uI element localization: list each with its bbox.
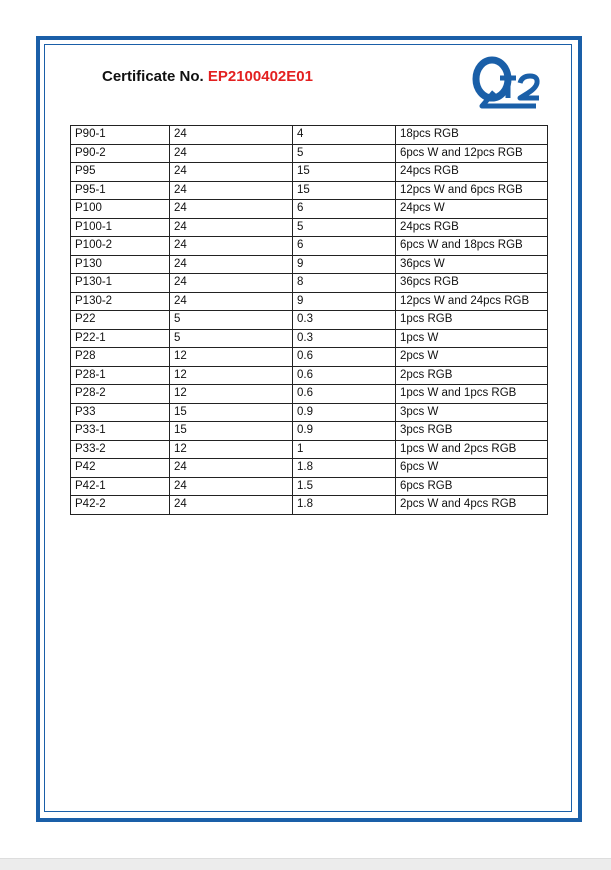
led-config-cell: 24pcs RGB <box>396 163 548 182</box>
table-row <box>71 329 548 348</box>
led-config-cell: 24pcs W <box>396 200 548 219</box>
voltage-cell: 24 <box>170 237 293 256</box>
voltage-cell: 24 <box>170 477 293 496</box>
power-cell: 6 <box>293 237 396 256</box>
power-cell: 8 <box>293 274 396 293</box>
power-cell: 5 <box>293 218 396 237</box>
led-config-cell: 12pcs W and 24pcs RGB <box>396 292 548 311</box>
model-cell: P100-1 <box>71 218 170 237</box>
table-row <box>71 477 548 496</box>
model-cell: P28-2 <box>71 385 170 404</box>
table-row <box>71 181 548 200</box>
voltage-cell: 24 <box>170 292 293 311</box>
led-config-cell: 1pcs W and 1pcs RGB <box>396 385 548 404</box>
power-cell: 9 <box>293 292 396 311</box>
table-row <box>71 385 548 404</box>
led-config-cell: 6pcs W <box>396 459 548 478</box>
power-cell: 15 <box>293 181 396 200</box>
qt2-logo <box>470 52 552 110</box>
power-cell: 1.8 <box>293 459 396 478</box>
model-cell: P42-2 <box>71 496 170 515</box>
led-config-cell: 36pcs W <box>396 255 548 274</box>
led-config-cell: 1pcs W and 2pcs RGB <box>396 440 548 459</box>
model-cell: P33-2 <box>71 440 170 459</box>
power-cell: 15 <box>293 163 396 182</box>
page-bottom-edge <box>0 858 611 870</box>
voltage-cell: 15 <box>170 422 293 441</box>
voltage-cell: 24 <box>170 163 293 182</box>
led-config-cell: 3pcs RGB <box>396 422 548 441</box>
model-cell: P100-2 <box>71 237 170 256</box>
voltage-cell: 24 <box>170 126 293 145</box>
voltage-cell: 24 <box>170 459 293 478</box>
model-cell: P28 <box>71 348 170 367</box>
model-cell: P22-1 <box>71 329 170 348</box>
power-cell: 4 <box>293 126 396 145</box>
table-row <box>71 163 548 182</box>
table-row <box>71 422 548 441</box>
model-cell: P95-1 <box>71 181 170 200</box>
table-row <box>71 440 548 459</box>
power-cell: 0.3 <box>293 329 396 348</box>
model-cell: P42 <box>71 459 170 478</box>
power-cell: 1.5 <box>293 477 396 496</box>
led-config-cell: 6pcs RGB <box>396 477 548 496</box>
table-row <box>71 496 548 515</box>
model-cell: P33-1 <box>71 422 170 441</box>
model-cell: P90-1 <box>71 126 170 145</box>
power-cell: 0.9 <box>293 403 396 422</box>
voltage-cell: 24 <box>170 144 293 163</box>
model-cell: P130 <box>71 255 170 274</box>
led-config-cell: 1pcs RGB <box>396 311 548 330</box>
table-row <box>71 218 548 237</box>
voltage-cell: 24 <box>170 200 293 219</box>
led-config-cell: 3pcs W <box>396 403 548 422</box>
voltage-cell: 24 <box>170 496 293 515</box>
model-cell: P28-1 <box>71 366 170 385</box>
led-config-cell: 1pcs W <box>396 329 548 348</box>
table-row <box>71 459 548 478</box>
power-cell: 9 <box>293 255 396 274</box>
power-cell: 5 <box>293 144 396 163</box>
voltage-cell: 24 <box>170 218 293 237</box>
voltage-cell: 24 <box>170 181 293 200</box>
certificate-label: Certificate No. <box>102 68 208 85</box>
certificate-number: EP2100402E01 <box>207 68 313 85</box>
voltage-cell: 24 <box>170 255 293 274</box>
led-config-cell: 2pcs RGB <box>396 366 548 385</box>
voltage-cell: 12 <box>170 366 293 385</box>
voltage-cell: 12 <box>170 348 293 367</box>
led-config-cell: 2pcs W and 4pcs RGB <box>396 496 548 515</box>
power-cell: 1 <box>293 440 396 459</box>
table-row <box>71 144 548 163</box>
led-config-cell: 36pcs RGB <box>396 274 548 293</box>
table-row <box>71 403 548 422</box>
table-row <box>71 126 548 145</box>
power-cell: 1.8 <box>293 496 396 515</box>
qt2-logo-icon <box>470 52 552 110</box>
table-row <box>71 255 548 274</box>
led-config-cell: 24pcs RGB <box>396 218 548 237</box>
voltage-cell: 5 <box>170 329 293 348</box>
model-cell: P22 <box>71 311 170 330</box>
model-cell: P95 <box>71 163 170 182</box>
led-config-cell: 18pcs RGB <box>396 126 548 145</box>
table-row <box>71 292 548 311</box>
power-cell: 0.9 <box>293 422 396 441</box>
model-cell: P100 <box>71 200 170 219</box>
table-row <box>71 237 548 256</box>
led-config-cell: 2pcs W <box>396 348 548 367</box>
model-cell: P33 <box>71 403 170 422</box>
power-cell: 6 <box>293 200 396 219</box>
voltage-cell: 5 <box>170 311 293 330</box>
led-config-cell: 6pcs W and 18pcs RGB <box>396 237 548 256</box>
table-row <box>71 200 548 219</box>
table-row <box>71 274 548 293</box>
model-cell: P42-1 <box>71 477 170 496</box>
led-config-cell: 12pcs W and 6pcs RGB <box>396 181 548 200</box>
power-cell: 0.6 <box>293 348 396 367</box>
power-cell: 0.6 <box>293 366 396 385</box>
certificate-heading <box>102 68 313 85</box>
voltage-cell: 12 <box>170 385 293 404</box>
model-cell: P130-2 <box>71 292 170 311</box>
table-row <box>71 348 548 367</box>
model-cell: P90-2 <box>71 144 170 163</box>
specification-table <box>70 125 548 515</box>
led-config-cell: 6pcs W and 12pcs RGB <box>396 144 548 163</box>
power-cell: 0.6 <box>293 385 396 404</box>
model-cell: P130-1 <box>71 274 170 293</box>
power-cell: 0.3 <box>293 311 396 330</box>
voltage-cell: 12 <box>170 440 293 459</box>
voltage-cell: 24 <box>170 274 293 293</box>
voltage-cell: 15 <box>170 403 293 422</box>
table-row <box>71 366 548 385</box>
table-row <box>71 311 548 330</box>
